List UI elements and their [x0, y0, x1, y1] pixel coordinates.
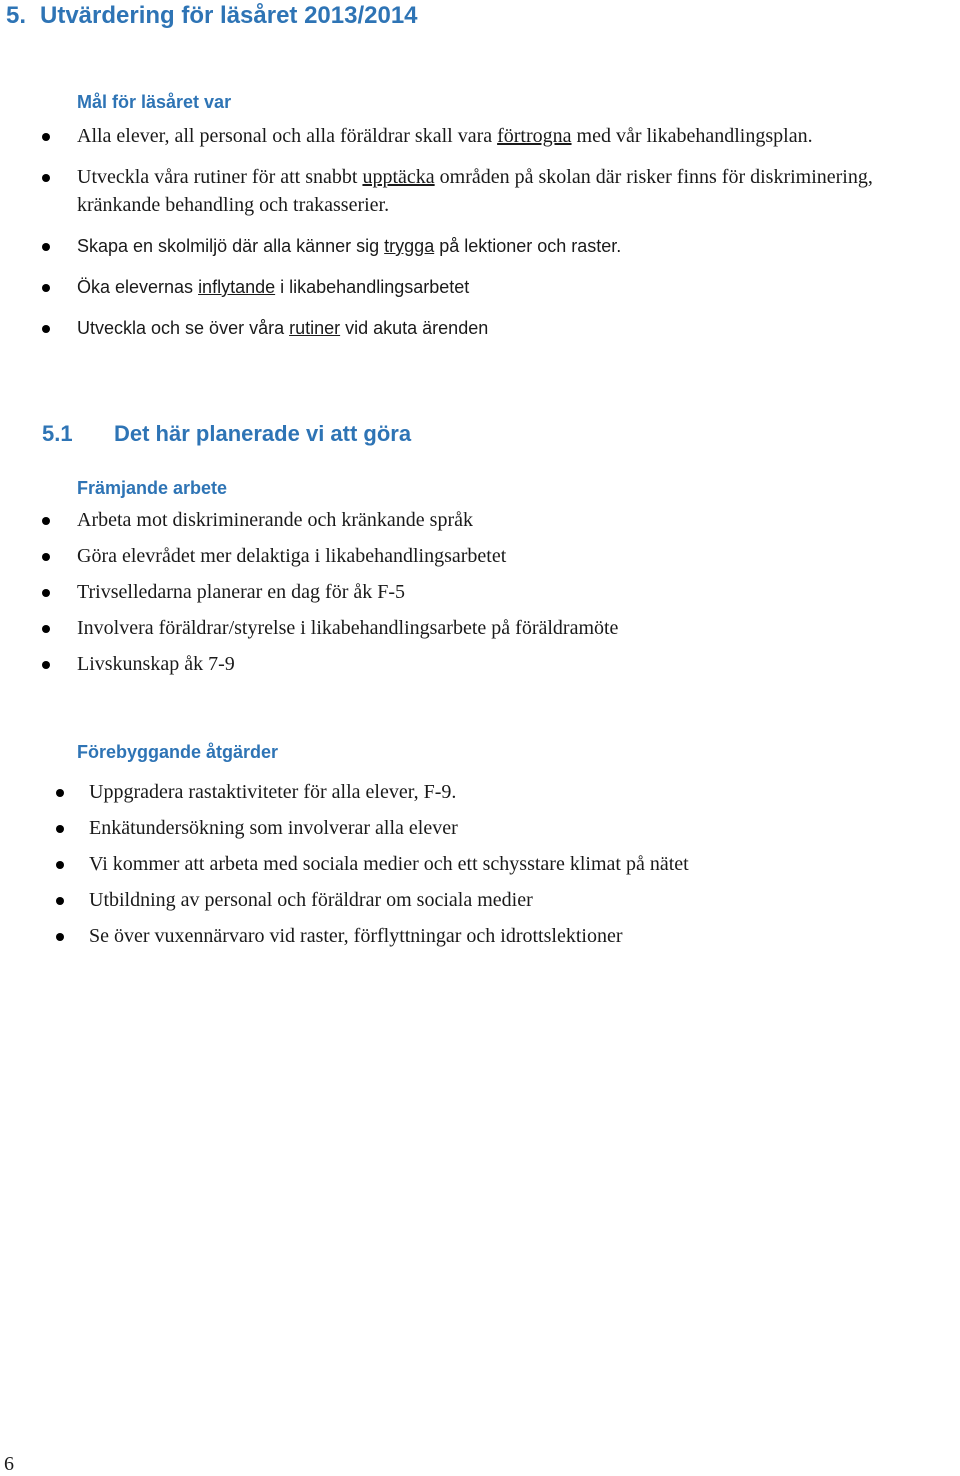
list-item: Utveckla och se över våra rutiner vid akuta ärenden [77, 314, 927, 342]
section-heading-5 [6, 0, 418, 32]
bullet-icon [56, 789, 64, 797]
preventive-list [89, 778, 689, 958]
section-heading-5-1 [42, 418, 411, 450]
list-item: Enkätundersökning som involverar alla elever [89, 814, 689, 842]
bullet-icon [56, 825, 64, 833]
list-item: Utbildning av personal och föräldrar om sociala medier [89, 886, 689, 914]
bullet-icon [42, 625, 50, 633]
list-item: Uppgradera rastaktiviteter för alla elever, F-9. [89, 778, 689, 806]
list-item: Arbeta mot diskriminerande och kränkande språk [77, 506, 618, 534]
promotive-heading: Främjande arbete [77, 478, 228, 498]
list-item: Trivselledarna planerar en dag för åk F-5 [77, 578, 618, 606]
bullet-icon [42, 243, 50, 251]
bullet-icon [42, 517, 50, 525]
list-item: Utveckla våra rutiner för att snabbt upptäcka områden på skolan där risker finns för diskriminering, kränkande behandling och trakasserier. [77, 163, 927, 219]
section-number: 5.1 [42, 421, 73, 446]
list-item: Se över vuxennärvaro vid raster, förflyttningar och idrottslektioner [89, 922, 689, 950]
bullet-icon [42, 325, 50, 333]
bullet-icon [56, 897, 64, 905]
list-item: Livskunskap åk 7-9 [77, 650, 618, 678]
promotive-list [77, 506, 618, 686]
list-item: Involvera föräldrar/styrelse i likabehandlingsarbete på föräldramöte [77, 614, 618, 642]
bullet-icon [42, 661, 50, 669]
preventive-heading: Förebyggande åtgärder [77, 742, 279, 762]
list-item: Skapa en skolmiljö där alla känner sig trygga på lektioner och raster. [77, 232, 927, 260]
page-number: 6 [4, 1453, 14, 1475]
section-title: Utvärdering för läsåret 2013/2014 [40, 2, 418, 29]
bullet-icon [42, 589, 50, 597]
goals-heading: Mål för läsåret var [77, 92, 232, 112]
list-item: Alla elever, all personal och alla föräldrar skall vara förtrogna med vår likabehandlingsplan. [77, 122, 927, 150]
goals-list [77, 122, 927, 355]
bullet-icon [56, 861, 64, 869]
section-number: 5. [6, 2, 27, 29]
list-item: Göra elevrådet mer delaktiga i likabehandlingsarbetet [77, 542, 618, 570]
bullet-icon [56, 933, 64, 941]
bullet-icon [42, 553, 50, 561]
bullet-icon [42, 133, 50, 141]
section-title: Det här planerade vi att göra [114, 421, 412, 446]
bullet-icon [42, 174, 50, 182]
bullet-icon [42, 284, 50, 292]
list-item: Vi kommer att arbeta med sociala medier och ett schysstare klimat på nätet [89, 850, 689, 878]
list-item: Öka elevernas inflytande i likabehandlingsarbetet [77, 273, 927, 301]
